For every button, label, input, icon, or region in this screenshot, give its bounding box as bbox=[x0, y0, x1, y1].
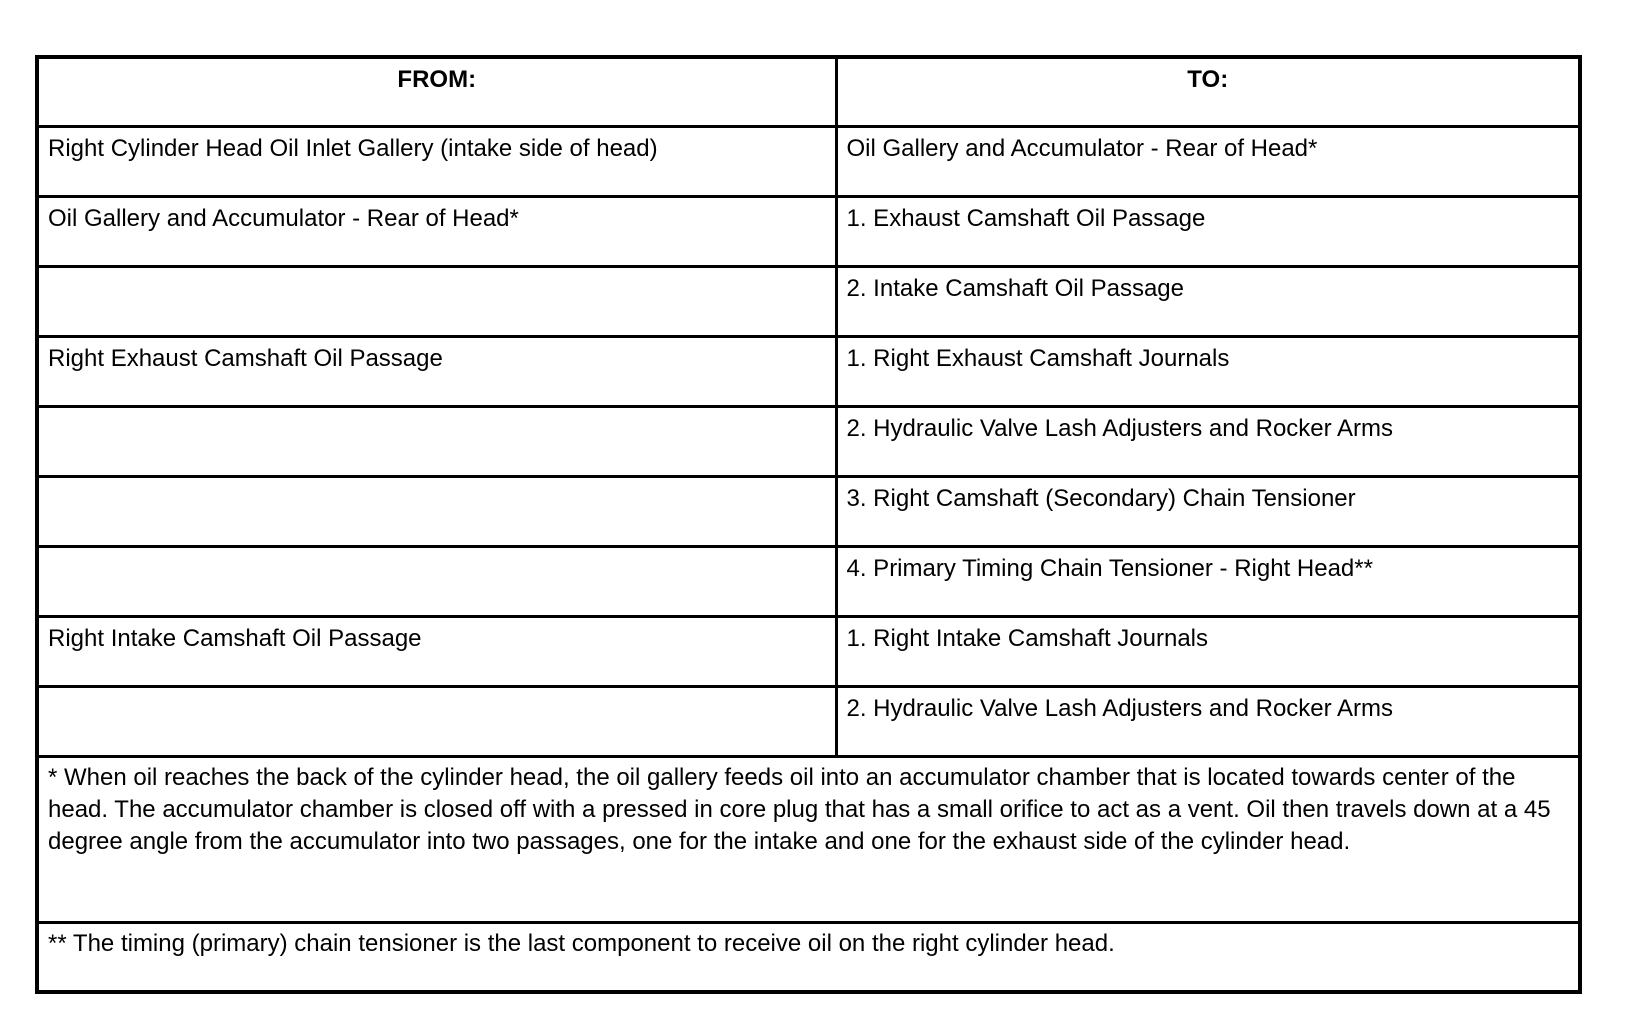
from-cell bbox=[37, 406, 836, 476]
to-cell: 1. Right Intake Camshaft Journals bbox=[836, 616, 1580, 686]
table-row bbox=[37, 336, 1580, 406]
to-cell: 1. Right Exhaust Camshaft Journals bbox=[836, 336, 1580, 406]
accumulator-footnote: * When oil reaches the back of the cylinder head, the oil gallery feeds oil into an accumulator chamber that is located towards center of the head. The accumulator chamber is closed off with a pressed in core plug that has a small orifice to act as a vent. Oil then travels down at a 45 degree angle from the accumulator into two passages, one for the intake and one for the exhaust side of the cylinder head. bbox=[37, 756, 1580, 922]
oil-flow-table bbox=[35, 55, 1582, 994]
table-row bbox=[37, 616, 1580, 686]
from-header: FROM: bbox=[37, 57, 836, 126]
to-cell: 4. Primary Timing Chain Tensioner - Right Head** bbox=[836, 546, 1580, 616]
from-cell: Right Cylinder Head Oil Inlet Gallery (intake side of head) bbox=[37, 126, 836, 196]
table-row bbox=[37, 126, 1580, 196]
table-row bbox=[37, 546, 1580, 616]
from-cell bbox=[37, 686, 836, 756]
to-header: TO: bbox=[836, 57, 1580, 126]
footnote-row bbox=[37, 756, 1580, 922]
from-cell: Right Intake Camshaft Oil Passage bbox=[37, 616, 836, 686]
tensioner-footnote: ** The timing (primary) chain tensioner is the last component to receive oil on the right cylinder head. bbox=[37, 922, 1580, 992]
table-row bbox=[37, 686, 1580, 756]
table-row bbox=[37, 196, 1580, 266]
to-cell: 1. Exhaust Camshaft Oil Passage bbox=[836, 196, 1580, 266]
to-cell: 2. Hydraulic Valve Lash Adjusters and Rocker Arms bbox=[836, 406, 1580, 476]
table-row bbox=[37, 406, 1580, 476]
from-cell bbox=[37, 476, 836, 546]
footnote-row bbox=[37, 922, 1580, 992]
from-cell: Oil Gallery and Accumulator - Rear of Head* bbox=[37, 196, 836, 266]
to-cell: 3. Right Camshaft (Secondary) Chain Tensioner bbox=[836, 476, 1580, 546]
table-row bbox=[37, 476, 1580, 546]
header-row bbox=[37, 57, 1580, 126]
from-cell bbox=[37, 546, 836, 616]
table-row bbox=[37, 266, 1580, 336]
to-cell: 2. Intake Camshaft Oil Passage bbox=[836, 266, 1580, 336]
from-cell: Right Exhaust Camshaft Oil Passage bbox=[37, 336, 836, 406]
to-cell: Oil Gallery and Accumulator - Rear of Head* bbox=[836, 126, 1580, 196]
from-cell bbox=[37, 266, 836, 336]
to-cell: 2. Hydraulic Valve Lash Adjusters and Rocker Arms bbox=[836, 686, 1580, 756]
